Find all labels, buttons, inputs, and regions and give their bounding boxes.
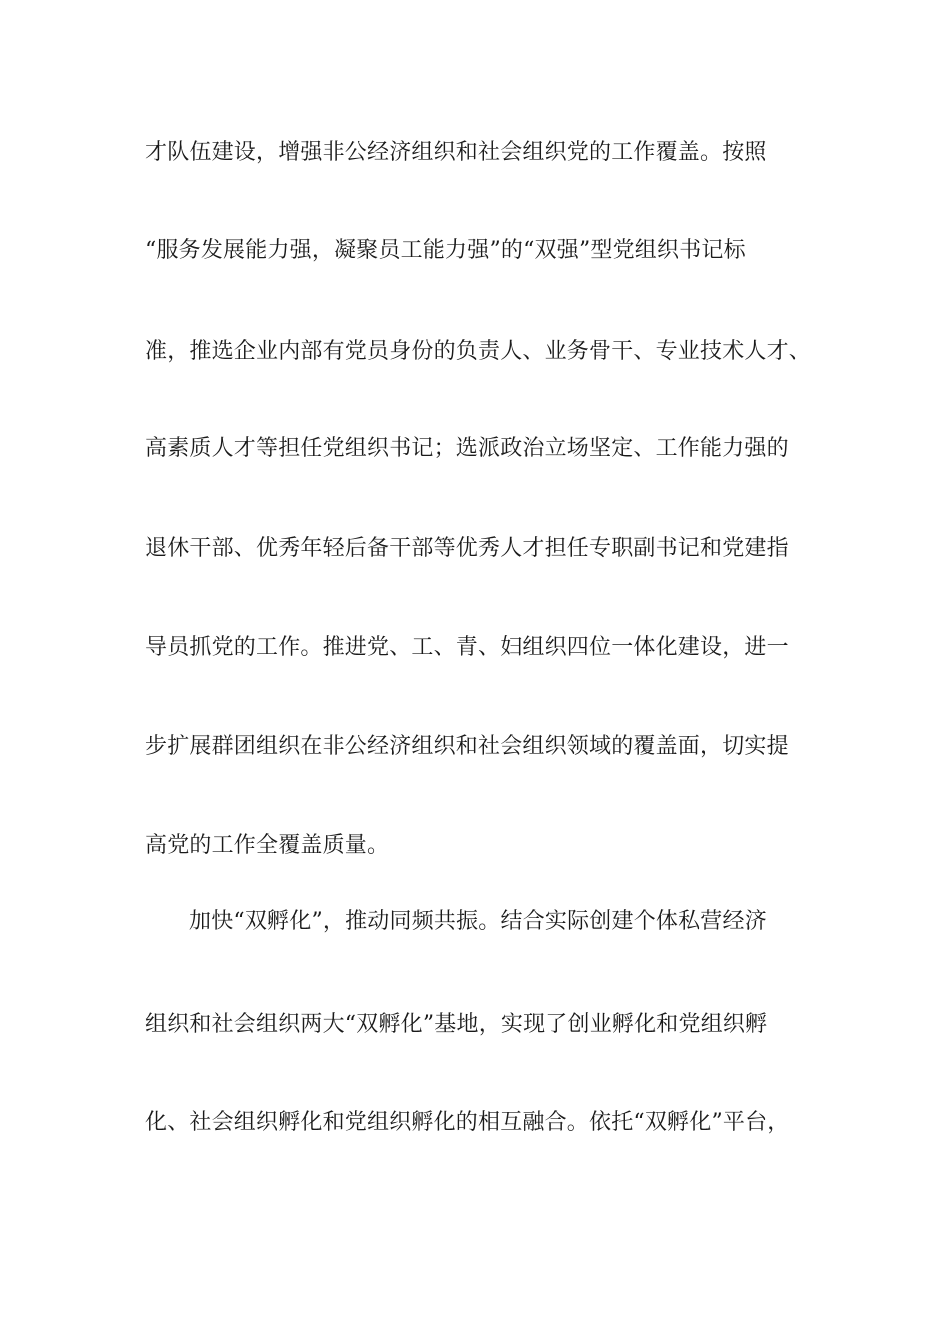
text-line: 步扩展群团组织在非公经济组织和社会组织领域的覆盖面，切实提 bbox=[145, 734, 789, 759]
text-line: 组织和社会组织两大“双孵化”基地，实现了创业孵化和党组织孵 bbox=[145, 1012, 768, 1037]
text-line: 准，推选企业内部有党员身份的负责人、业务骨干、专业技术人才、 bbox=[145, 339, 812, 364]
paragraph-first-line: 加快“双孵化”，推动同频共振。结合实际创建个体私营经济 bbox=[189, 909, 767, 934]
text-line: 导员抓党的工作。推进党、工、青、妇组织四位一体化建设，进一 bbox=[145, 635, 789, 660]
text-line: 高党的工作全覆盖质量。 bbox=[145, 833, 390, 858]
text-line: 化、社会组织孵化和党组织孵化的相互融合。依托“双孵化”平台， bbox=[145, 1110, 790, 1135]
text-line: 退休干部、优秀年轻后备干部等优秀人才担任专职副书记和党建指 bbox=[145, 536, 789, 561]
text-line: 高素质人才等担任党组织书记；选派政治立场坚定、工作能力强的 bbox=[145, 436, 789, 461]
text-line: 才队伍建设，增强非公经济组织和社会组织党的工作覆盖。按照 bbox=[145, 140, 767, 165]
text-line: “服务发展能力强，凝聚员工能力强”的“双强”型党组织书记标 bbox=[145, 238, 746, 263]
